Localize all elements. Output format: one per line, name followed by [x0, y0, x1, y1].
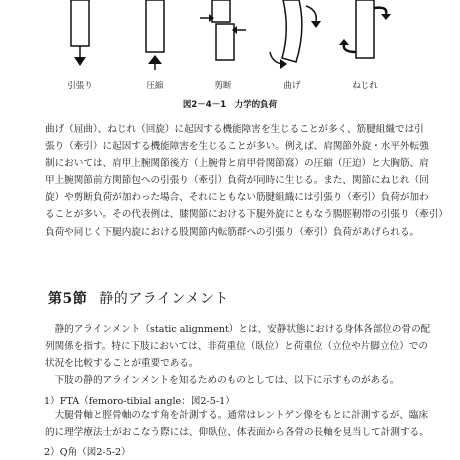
- torsion-diagram: [339, 0, 391, 58]
- text-line: 的に理学療法士がおこなう際には、仰臥位、体表面から各骨の長軸を見当して計測する。: [45, 427, 429, 439]
- label-tension: 引張り: [67, 81, 93, 91]
- item-figure-ref: （図2-5-2）: [77, 447, 131, 458]
- item-heading-q-angle: [44, 444, 131, 458]
- body-paragraph-1: [45, 121, 448, 241]
- label-bending: 曲げ: [283, 81, 301, 91]
- text-line: 張り（牽引）に起因する機能障害を生じることが多い。例えば、肩関節外旋・水平外転強: [45, 141, 429, 153]
- shear-diagram: [200, 0, 246, 60]
- mechanical-load-figure: [0, 0, 460, 100]
- load-diagrams: [0, 0, 460, 80]
- text-line: 静的アラインメント（static alignment）とは、安静状態における身体各部位の骨の配: [54, 324, 431, 335]
- text-line: 甲上腕関節前方関節包への引張り（牽引）負荷が同時に生じる。また、関節にねじれ（回: [45, 175, 429, 187]
- label-torsion: ねじれ: [352, 81, 378, 91]
- label-compression: 圧縮: [146, 81, 164, 91]
- compression-diagram: [146, 0, 164, 70]
- figure-caption: 図2－4－1 力学的負荷: [182, 100, 278, 110]
- item-figure-ref: 図2-5-1）: [190, 396, 235, 407]
- item-heading-fta: [44, 393, 235, 407]
- tension-diagram: [71, 0, 89, 66]
- section-heading: [48, 288, 229, 308]
- item-heading-text: 2）Q角: [44, 447, 78, 458]
- text-line: 下肢の静的アラインメントを知るためのものとしては、以下に示すものがある。: [54, 375, 400, 387]
- text-line: 状況を比較することが重要である。: [45, 358, 199, 370]
- section-title: 静的アラインメント: [99, 291, 229, 307]
- bending-diagram: [270, 0, 321, 69]
- text-line: 旋）や剪断負荷が加わった場合、それにともない筋腱組織には引張り（牽引）負荷が加わ: [45, 192, 429, 204]
- body-paragraph-3: [45, 407, 429, 441]
- item-heading-text: 1）FTA（femoro-tibial angle：: [44, 396, 191, 407]
- text-line: 列関係を指す。特に下肢においては、非荷重位（臥位）と荷重位（立位や片脚立位）での: [45, 341, 428, 353]
- body-paragraph-2: [45, 321, 431, 389]
- section-number: 第5節: [48, 291, 88, 307]
- text-line: 負荷や同じく下腿内旋における股関節内転筋群への引張り（牽引）負荷があげられる。: [45, 226, 420, 238]
- text-line: ることが多い。その代表例は、膝関節における下腿外旋にともなう腸脛靭帯の引張り（牽引）: [45, 209, 448, 221]
- label-shear: 剪断: [214, 81, 232, 91]
- text-line: 大腿骨軸と脛骨軸のなす角を計測する。通常はレントゲン像をもとに計測するが、臨床: [54, 410, 429, 421]
- text-line: 曲げ（屈曲）、ねじれ（回旋）に起因する機能障害を生じることが多く、筋腱組織では引: [45, 124, 424, 135]
- text-line: 制においては、肩甲上腕関節後方（上腕骨と肩甲骨関節窩）の圧縮（圧迫）と大胸筋、肩: [45, 158, 429, 170]
